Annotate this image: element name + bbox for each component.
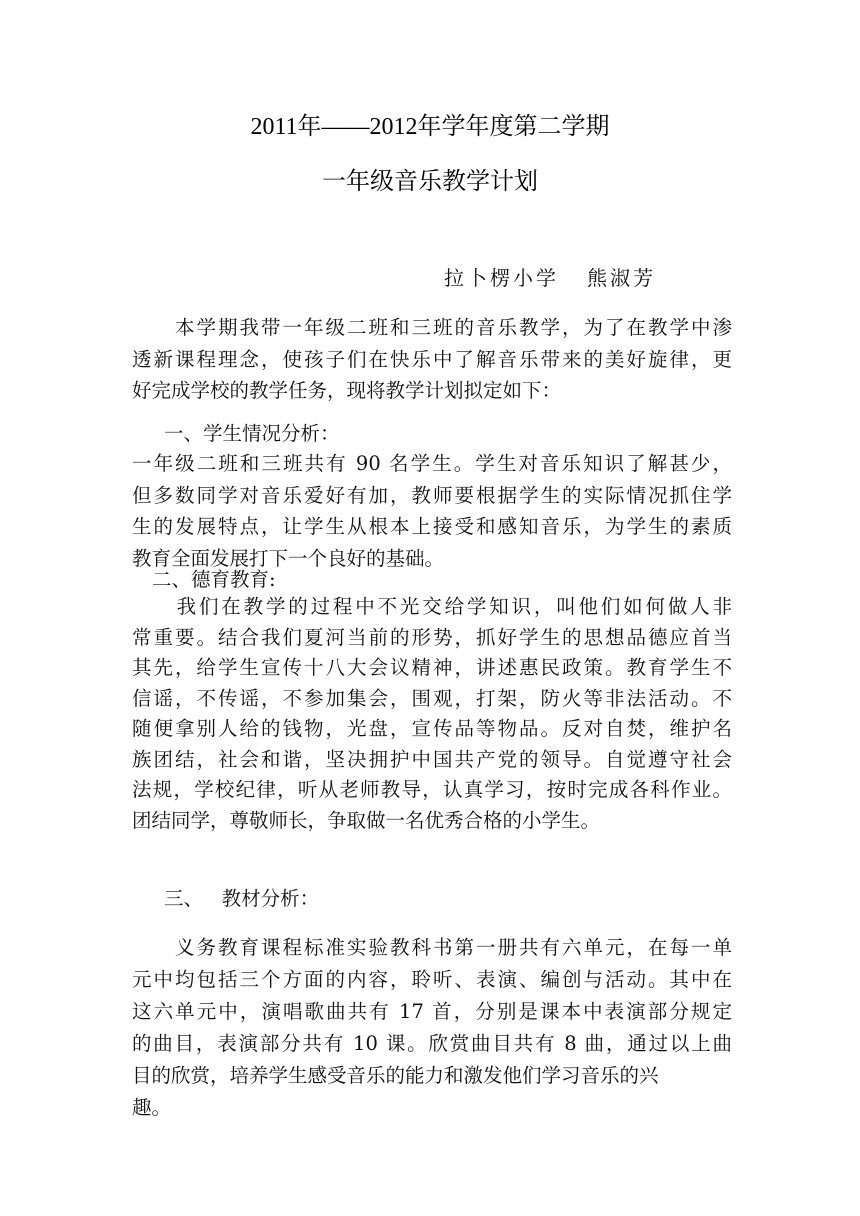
section-heading-student-analysis: 一、学生情况分析： [164,422,340,445]
text-line: 本学期我带一年级二班和三班的音乐教学，为了在教学中渗 [132,316,732,339]
text-line: 的曲目，表演部分共有 10 课。欣赏曲目共有 8 曲，通过以上曲 [132,1032,732,1055]
text-line: 族团结，社会和谐，坚决拥护中国共产党的领导。自觉遵守社会 [132,747,732,771]
text-line: 团结同学，尊敬师长，争取做一名优秀合格的小学生。 [132,808,601,832]
text-line: 法规，学校纪律，听从老师教导，认真学习，按时完成各科作业。 [132,778,732,801]
text-line: 信谣，不传谣，不参加集会，围观，打架，防火等非法活动。不 [132,686,732,710]
text-line: 目的欣赏，培养学生感受音乐的能力和激发他们学习音乐的兴 [132,1064,659,1087]
text-line: 义务教育课程标准实验教科书第一册共有六单元，在每一单 [132,936,732,959]
section-body-textbook-analysis [132,932,732,1124]
text-line: 随便拿别人给的钱物，光盘，宣传品等物品。反对自焚，维护名 [132,717,732,740]
section-heading-textbook-analysis: 三、 教材分析： [164,887,320,910]
section-body-student-analysis [132,448,732,574]
text-line: 元中均包括三个方面的内容，聆听、表演、编创与活动。其中在 [132,968,732,991]
text-line: 教育全面发展打下一个良好的基础。 [132,546,445,570]
text-line: 我们在教学的过程中不光交给学知识，叫他们如何做人非 [132,595,732,618]
intro-paragraph [132,312,732,407]
text-line: 透新课程理念，使孩子们在快乐中了解音乐带来的美好旋律，更 [132,347,732,371]
text-line: 好完成学校的教学任务，现将教学计划拟定如下： [132,379,562,402]
document-title-year: 2011年——2012年学年度第二学期 [250,114,610,140]
text-line: 趣。 [132,1096,172,1119]
author-line: 拉卜楞小学 熊淑芳 [444,266,657,290]
section-body-moral-education [132,592,732,836]
text-line: 但多数同学对音乐爱好有加，教师要根据学生的实际情况抓住学 [132,483,732,507]
section-heading-moral-education: 二、德育教育: [152,568,276,591]
text-line: 生的发展特点，让学生从根本上接受和感知音乐，为学生的素质 [132,515,732,538]
text-line: 这六单元中，演唱歌曲共有 17 首，分别是课本中表演部分规定 [132,1000,732,1023]
text-line: 一年级二班和三班共有 90 名学生。学生对音乐知识了解甚少， [132,452,732,475]
document-title-plan: 一年级音乐教学计划 [322,167,538,195]
text-line: 其先，给学生宣传十八大会议精神，讲述惠民政策。教育学生不 [132,656,732,679]
text-line: 常重要。结合我们夏河当前的形势，抓好学生的思想品德应首当 [132,625,732,649]
